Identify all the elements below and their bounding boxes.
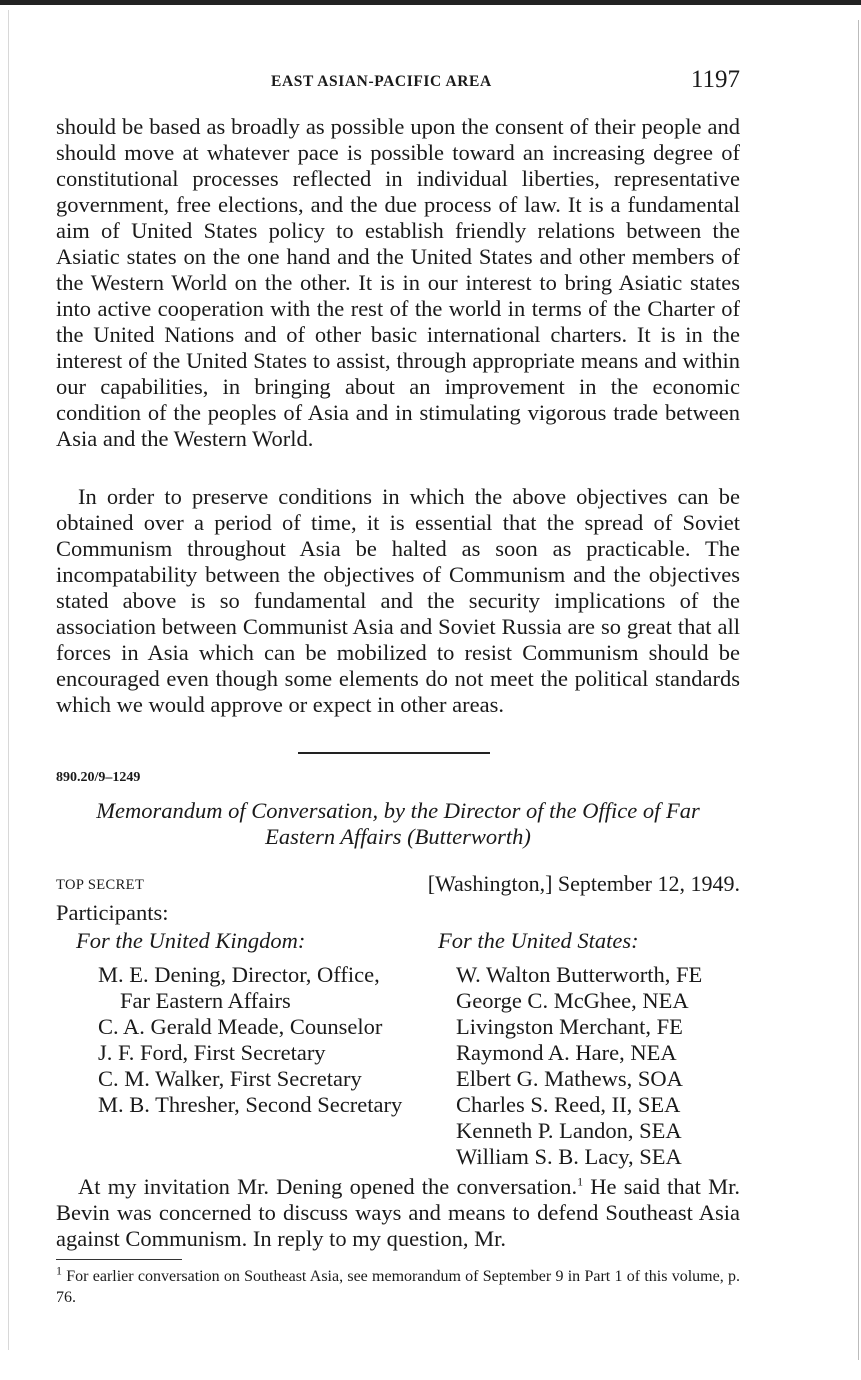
participants-uk	[76, 928, 436, 1118]
page-number: 1197	[690, 66, 740, 93]
participant-name: C. A. Gerald Meade, Counselor	[98, 1014, 383, 1039]
participant-name: William S. B. Lacy, SEA	[456, 1144, 682, 1169]
footnote-rule	[56, 1259, 182, 1260]
running-head: EAST ASIAN-PACIFIC AREA	[271, 73, 492, 90]
footnote	[56, 1263, 740, 1308]
file-number: 890.20/9–1249	[56, 770, 141, 785]
participant-name: Elbert G. Mathews, SOA	[456, 1066, 683, 1091]
participant-name: Raymond A. Hare, NEA	[456, 1040, 677, 1065]
participant-name: W. Walton Butterworth, FE	[456, 962, 703, 987]
participants-label: Participants:	[56, 900, 169, 925]
memo-title	[56, 798, 740, 850]
page-edge-right	[858, 20, 859, 1360]
participant-name: M. E. Dening, Director, Office,	[98, 962, 380, 987]
participant-name: Far Eastern Affairs	[120, 988, 291, 1013]
participant-name: George C. McGhee, NEA	[456, 988, 689, 1013]
conversation-text-start: At my invitation Mr. Dening opened the conversation.	[78, 1174, 578, 1199]
footnote-text: For earlier conversation on Southeast Asia, see memorandum of September 9 in Part 1 of this volume, p. 76.	[56, 1268, 740, 1306]
place-date: [Washington,] September 12, 1949.	[427, 871, 740, 896]
page-edge-left	[8, 10, 9, 1350]
participant-name: J. F. Ford, First Secretary	[98, 1040, 326, 1065]
us-heading: For the United States:	[438, 928, 639, 953]
participant-name: Kenneth P. Landon, SEA	[456, 1118, 682, 1143]
footnote-reference[interactable]: 1	[577, 1174, 584, 1189]
participant-name: M. B. Thresher, Second Secretary	[98, 1092, 403, 1117]
participants-us	[438, 928, 740, 1170]
top-border	[0, 0, 861, 5]
memo-title-line-1: Memorandum of Conversation, by the Director of the Office of Far	[96, 798, 700, 823]
body-paragraph-2: In order to preserve conditions in which the above objectives can be obtained over a period of time, it is essential that the spread of Soviet Communism throughout Asia be halted as soon as practicable. The incompatability between the objectives of Communism and the objectives stated above is so fundamental and the security implications of the association between Communist Asia and Soviet Russia are so great that all forces in Asia which can be mobilized to resist Communism should be encouraged even though some elements do not meet the political standards which we would approve or expect in other areas.	[56, 484, 740, 717]
conversation-text-rest: He said that Mr. Bevin was concerned to discuss ways and means to defend Southeast Asia against Communism. In reply to my question, Mr.	[56, 1174, 740, 1251]
section-divider	[298, 752, 490, 754]
memo-title-line-2: Eastern Affairs (Butterworth)	[265, 824, 531, 849]
participant-name: Livingston Merchant, FE	[456, 1014, 683, 1039]
conversation-paragraph	[56, 1174, 740, 1252]
participant-name: C. M. Walker, First Secretary	[98, 1066, 362, 1091]
footnote-marker: 1	[56, 1263, 62, 1278]
uk-heading: For the United Kingdom:	[76, 928, 306, 953]
participant-name: Charles S. Reed, II, SEA	[456, 1092, 681, 1117]
classification-label: TOP SECRET	[56, 877, 145, 893]
page-header	[56, 66, 740, 98]
body-paragraph-1: should be based as broadly as possible upon the consent of their people and should move at whatever pace is possible toward an increasing degree of constitutional processes reflected in individual liberties, representative government, free elections, and the due process of law. It is a fundamental aim of United States policy to establish friendly relations between the Asiatic states on the one hand and the United States and other members of the Western World on the other. It is in our interest to bring Asiatic states into active cooperation with the rest of the world in terms of the Charter of the United Nations and of other basic international charters. It is in the interest of the United States to assist, through appropriate means and within our capabilities, in bringing about an improvement in the economic condition of the peoples of Asia and in stimulating vigorous trade between Asia and the Western World.	[56, 114, 740, 451]
